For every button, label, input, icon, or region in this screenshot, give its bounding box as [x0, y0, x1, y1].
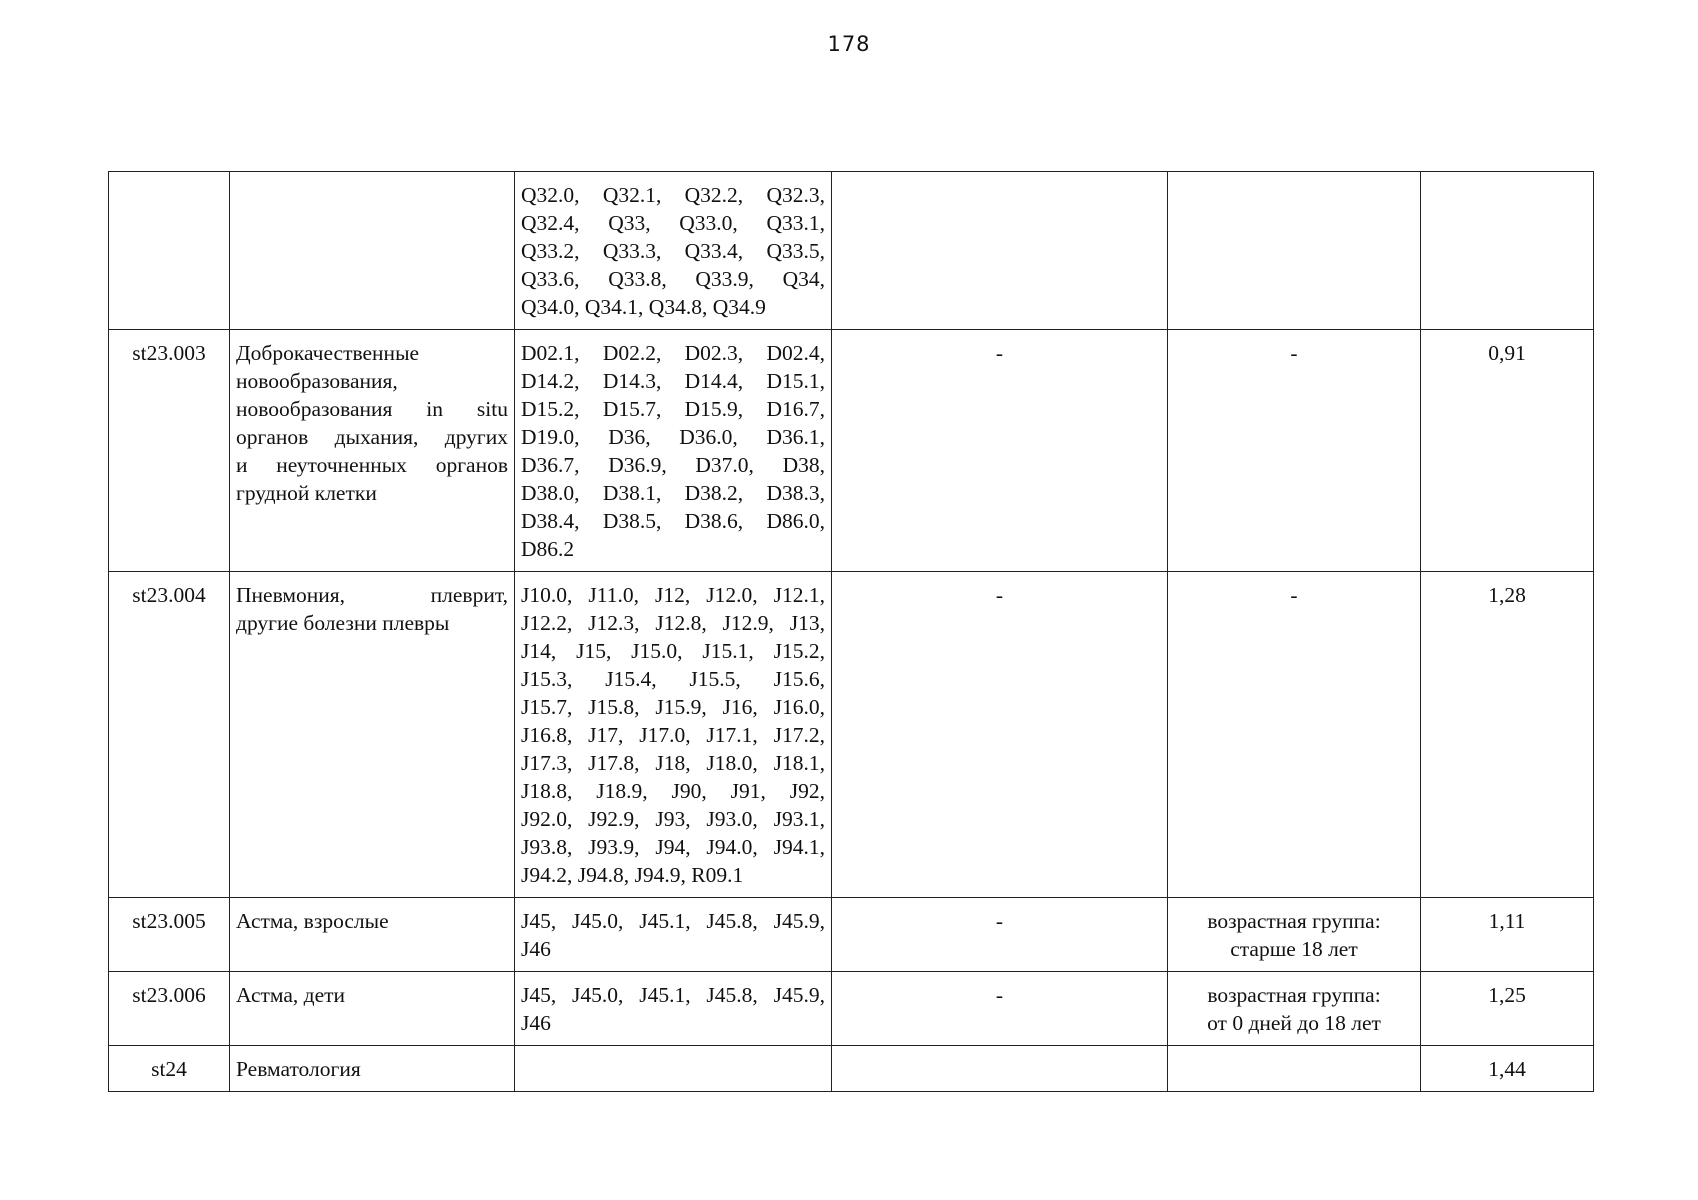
page-number: 178 — [827, 32, 871, 56]
criteria-cell — [1168, 1046, 1421, 1092]
icd-codes-cell — [515, 1046, 832, 1092]
icd-codes-cell — [515, 172, 832, 330]
tariff-table — [108, 171, 1594, 1092]
icd-line: D02.1, D02.2, D02.3, D02.4, — [521, 341, 825, 365]
icd-codes-cell — [515, 972, 832, 1046]
icd-line: J45, J45.0, J45.1, J45.8, J45.9, — [521, 983, 825, 1007]
icd-codes-cell — [515, 572, 832, 898]
icd-line: D38.0, D38.1, D38.2, D38.3, — [521, 481, 825, 505]
icd-line: J92.0, J92.9, J93, J93.0, J93.1, — [521, 807, 825, 831]
table-row — [109, 1046, 1594, 1092]
name-line: и неуточненных органов — [236, 453, 508, 477]
icd-codes-cell — [515, 330, 832, 572]
group-code-cell: st23.005 — [109, 898, 230, 972]
icd-line: J15.7, J15.8, J15.9, J16, J16.0, — [521, 695, 825, 719]
service-code-cell: - — [832, 330, 1168, 572]
group-code-cell: st23.004 — [109, 572, 230, 898]
service-code-cell — [832, 172, 1168, 330]
icd-line: J93.8, J93.9, J94, J94.0, J94.1, — [521, 835, 825, 859]
icd-line: Q32.4, Q33, Q33.0, Q33.1, — [521, 211, 825, 235]
group-name-cell — [230, 972, 515, 1046]
criteria-cell: - — [1168, 330, 1421, 572]
icd-line: J94.2, J94.8, J94.9, R09.1 — [521, 863, 744, 887]
icd-line: Q32.0, Q32.1, Q32.2, Q32.3, — [521, 183, 825, 207]
table-row — [109, 898, 1594, 972]
name-line: Доброкачественные — [236, 341, 420, 365]
icd-line: Q34.0, Q34.1, Q34.8, Q34.9 — [521, 295, 766, 319]
icd-line: D14.2, D14.3, D14.4, D15.1, — [521, 369, 825, 393]
icd-line: J45, J45.0, J45.1, J45.8, J45.9, — [521, 909, 825, 933]
table-row — [109, 330, 1594, 572]
service-code-cell — [832, 1046, 1168, 1092]
group-code-cell: st23.003 — [109, 330, 230, 572]
icd-line: J15.3, J15.4, J15.5, J15.6, — [521, 667, 825, 691]
icd-line: D19.0, D36, D36.0, D36.1, — [521, 425, 825, 449]
service-code-cell: - — [832, 898, 1168, 972]
coefficient-cell: 1,28 — [1421, 572, 1594, 898]
icd-line: J18.8, J18.9, J90, J91, J92, — [521, 779, 825, 803]
criteria-line: возрастная группа: — [1207, 983, 1381, 1007]
name-line: грудной клетки — [236, 481, 377, 505]
group-code-cell: st24 — [109, 1046, 230, 1092]
table-row — [109, 972, 1594, 1046]
criteria-cell — [1168, 172, 1421, 330]
group-name-cell — [230, 330, 515, 572]
icd-line: J17.3, J17.8, J18, J18.0, J18.1, — [521, 751, 825, 775]
coefficient-cell: 1,25 — [1421, 972, 1594, 1046]
name-line: Ревматология — [236, 1057, 361, 1081]
criteria-cell — [1168, 898, 1421, 972]
icd-line: J16.8, J17, J17.0, J17.1, J17.2, — [521, 723, 825, 747]
icd-line: D86.2 — [521, 537, 575, 561]
icd-line: J14, J15, J15.0, J15.1, J15.2, — [521, 639, 825, 663]
name-line: Астма, дети — [236, 983, 346, 1007]
table-row — [109, 572, 1594, 898]
name-line: органов дыхания, других — [236, 425, 508, 449]
name-line: другие болезни плевры — [236, 611, 450, 635]
icd-line: D15.2, D15.7, D15.9, D16.7, — [521, 397, 825, 421]
criteria-cell — [1168, 972, 1421, 1046]
coefficient-cell — [1421, 172, 1594, 330]
group-name-cell — [230, 572, 515, 898]
icd-line: J46 — [521, 937, 551, 961]
service-code-cell: - — [832, 572, 1168, 898]
service-code-cell: - — [832, 972, 1168, 1046]
coefficient-cell: 0,91 — [1421, 330, 1594, 572]
name-line: новообразования, — [236, 369, 398, 393]
name-line: Астма, взрослые — [236, 909, 389, 933]
group-name-cell — [230, 898, 515, 972]
criteria-line: старше 18 лет — [1230, 937, 1358, 961]
icd-line: J10.0, J11.0, J12, J12.0, J12.1, — [521, 583, 825, 607]
coefficient-cell: 1,11 — [1421, 898, 1594, 972]
icd-line: J46 — [521, 1011, 551, 1035]
group-name-cell — [230, 1046, 515, 1092]
criteria-cell: - — [1168, 572, 1421, 898]
criteria-line: от 0 дней до 18 лет — [1207, 1011, 1381, 1035]
criteria-line: возрастная группа: — [1207, 909, 1381, 933]
name-line: новообразования in situ — [236, 397, 508, 421]
icd-line: D38.4, D38.5, D38.6, D86.0, — [521, 509, 825, 533]
icd-codes-cell — [515, 898, 832, 972]
table-row — [109, 172, 1594, 330]
name-line: Пневмония, плеврит, — [236, 583, 508, 607]
icd-line: D36.7, D36.9, D37.0, D38, — [521, 453, 825, 477]
group-code-cell: st23.006 — [109, 972, 230, 1046]
icd-line: Q33.6, Q33.8, Q33.9, Q34, — [521, 267, 825, 291]
icd-line: Q33.2, Q33.3, Q33.4, Q33.5, — [521, 239, 825, 263]
coefficient-cell: 1,44 — [1421, 1046, 1594, 1092]
group-code-cell — [109, 172, 230, 330]
group-name-cell — [230, 172, 515, 330]
icd-line: J12.2, J12.3, J12.8, J12.9, J13, — [521, 611, 825, 635]
